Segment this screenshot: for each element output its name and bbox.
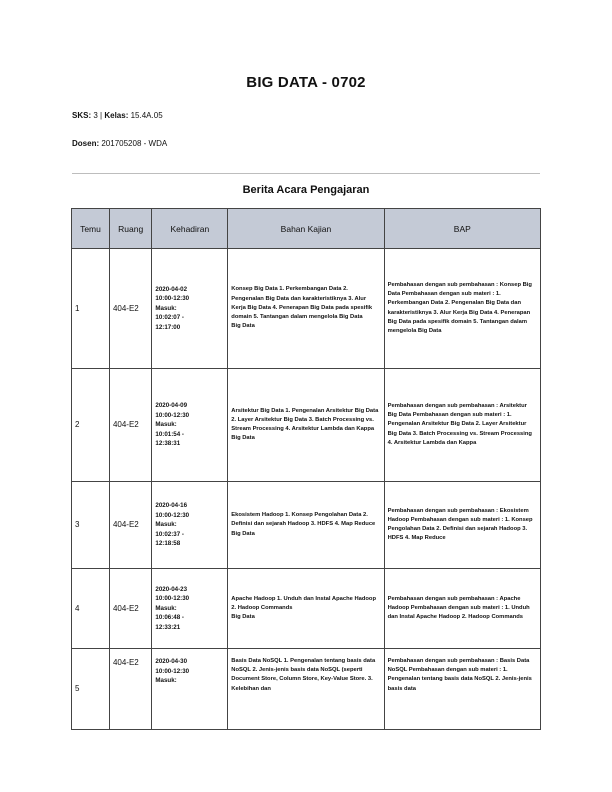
bap-cell: Pembahasan dengan sub pembahasan : Konsep Big Data Pembahasan dengan sub materi : 1. Perkembangan Data 2. Pengenalan Big Data dan karakteristiknya 3. Alur Kerja Big Data 4. Penerapan Big Data pada spesifik domain 5. Tantangan dalam mengelola Big Data (384, 249, 540, 369)
masuk-label: Masuk: (155, 521, 177, 529)
table-row (72, 369, 541, 482)
time-slot: 10:00-12:30 (155, 667, 190, 675)
date: 2020-04-16 (155, 502, 188, 510)
bap-cell: Pembahasan dengan sub pembahasan : Arsitektur Big Data Pembahasan dengan sub materi : 1. Pengenalan Arsitektur Big Data 2. Layer Arsitektur Big Data 3. Batch Processing vs. Stream Processing 4. Arsitektur Lambda dan Kappa (384, 369, 540, 482)
kehadiran-cell (152, 569, 228, 649)
masuk-label: Masuk: (155, 421, 177, 429)
bahan-kajian-cell (228, 482, 384, 569)
check-out: 12:18:58 (155, 540, 181, 548)
bahan-kajian-cell (228, 369, 384, 482)
header-ruang: Ruang (109, 209, 151, 249)
bahan-subject: Big Data (231, 530, 255, 537)
time-slot: 10:00-12:30 (155, 511, 190, 519)
header-temu: Temu (72, 209, 110, 249)
time-slot: 10:00-12:30 (155, 295, 190, 303)
dosen-label: Dosen: (72, 139, 100, 148)
bahan-kajian-cell (228, 649, 384, 730)
ruang-cell: 404-E2 (109, 649, 151, 730)
temu-cell: 1 (72, 249, 110, 369)
teaching-record-table (71, 208, 541, 730)
check-out: 12:17:00 (155, 323, 181, 331)
bap-cell: Pembahasan dengan sub pembahasan : Ekosistem Hadoop Pembahasan dengan sub materi : 1. Konsep Pengolahan Data 2. Definisi dan sejarah Hadoop 3. HDFS 4. Map Reduce (384, 482, 540, 569)
table-row (72, 249, 541, 369)
sks-label: SKS: (72, 111, 92, 120)
temu-cell: 5 (72, 649, 110, 730)
check-out: 12:33:21 (155, 623, 181, 631)
bahan-subject: Big Data (231, 323, 255, 330)
ruang-cell: 404-E2 (109, 482, 151, 569)
table-row (72, 569, 541, 649)
masuk-label: Masuk: (155, 604, 177, 612)
document-title: BIG DATA - 0702 (246, 74, 366, 91)
kehadiran-cell (152, 649, 228, 730)
kelas-label: Kelas: (104, 111, 129, 120)
bahan-text: Arsitektur Big Data 1. Pengenalan Arsitektur Big Data 2. Layer Arsitektur Big Data 3. Batch Processing vs. Stream Processing 4. Arsitektur Lambda dan Kappa (231, 407, 379, 432)
divider (72, 173, 540, 174)
date: 2020-04-02 (155, 285, 188, 293)
temu-cell: 4 (72, 569, 110, 649)
bahan-text: Ekosistem Hadoop 1. Konsep Pengolahan Data 2. Definisi dan sejarah Hadoop 3. HDFS 4. Map Reduce (231, 512, 376, 528)
table-row (72, 482, 541, 569)
bahan-subject: Big Data (231, 614, 255, 621)
bap-cell: Pembahasan dengan sub pembahasan : Apache Hadoop Pembahasan dengan sub materi : 1. Unduh dan Instal Apache Hadoop 2. Hadoop Commands (384, 569, 540, 649)
time-slot: 10:00-12:30 (155, 595, 190, 603)
bahan-subject: Big Data (231, 435, 255, 442)
ruang-cell: 404-E2 (109, 249, 151, 369)
dosen-value: 201705208 - WDA (101, 139, 168, 148)
sks-value: 3 (93, 111, 98, 120)
check-in: 10:02:37 - (155, 530, 184, 538)
date: 2020-04-09 (155, 402, 188, 410)
masuk-label: Masuk: (155, 304, 177, 312)
temu-cell: 2 (72, 369, 110, 482)
kelas-value: 15.4A.05 (130, 111, 163, 120)
bahan-text: Konsep Big Data 1. Perkembangan Data 2. Pengenalan Big Data dan karakteristiknya 3. Alur Kerja Big Data 4. Penerapan Big Data pada spesifik domain 5. Tantangan dalam mengelola Big Data (231, 286, 373, 321)
bahan-kajian-cell (228, 569, 384, 649)
check-in: 10:02:07 - (155, 314, 184, 322)
meta-separator: | (100, 111, 103, 120)
check-out: 12:38:31 (155, 440, 181, 448)
table-row (72, 649, 541, 730)
table-header-row (72, 209, 541, 249)
time-slot: 10:00-12:30 (155, 411, 190, 419)
bap-cell: Pembahasan dengan sub pembahasan : Basis Data NoSQL Pembahasan dengan sub materi : 1. Pengenalan tentang basis data NoSQL 2. Jenis-jenis basis data (384, 649, 540, 730)
kehadiran-cell (152, 249, 228, 369)
section-title: Berita Acara Pengajaran (242, 184, 370, 196)
header-bap: BAP (384, 209, 540, 249)
header-bahan-kajian: Bahan Kajian (228, 209, 384, 249)
bahan-kajian-cell (228, 249, 384, 369)
bahan-text: Apache Hadoop 1. Unduh dan Instal Apache Hadoop 2. Hadoop Commands (231, 595, 377, 611)
date: 2020-04-23 (155, 585, 188, 593)
bahan-text: Basis Data NoSQL 1. Pengenalan tentang basis data NoSQL 2. Jenis-jenis basis data NoSQL (seperti Document Store, Column Store, Key-Value Store. 3. Kelebihan dan (231, 658, 376, 692)
check-in: 10:01:54 - (155, 430, 184, 438)
header-kehadiran: Kehadiran (152, 209, 228, 249)
temu-cell: 3 (72, 482, 110, 569)
ruang-cell: 404-E2 (109, 369, 151, 482)
kehadiran-cell (152, 482, 228, 569)
kehadiran-cell (152, 369, 228, 482)
lecturer-meta (72, 139, 167, 148)
ruang-cell: 404-E2 (109, 569, 151, 649)
check-in: 10:06:48 - (155, 614, 184, 622)
course-meta (72, 111, 163, 120)
masuk-label: Masuk: (155, 677, 177, 685)
date: 2020-04-30 (155, 658, 188, 665)
